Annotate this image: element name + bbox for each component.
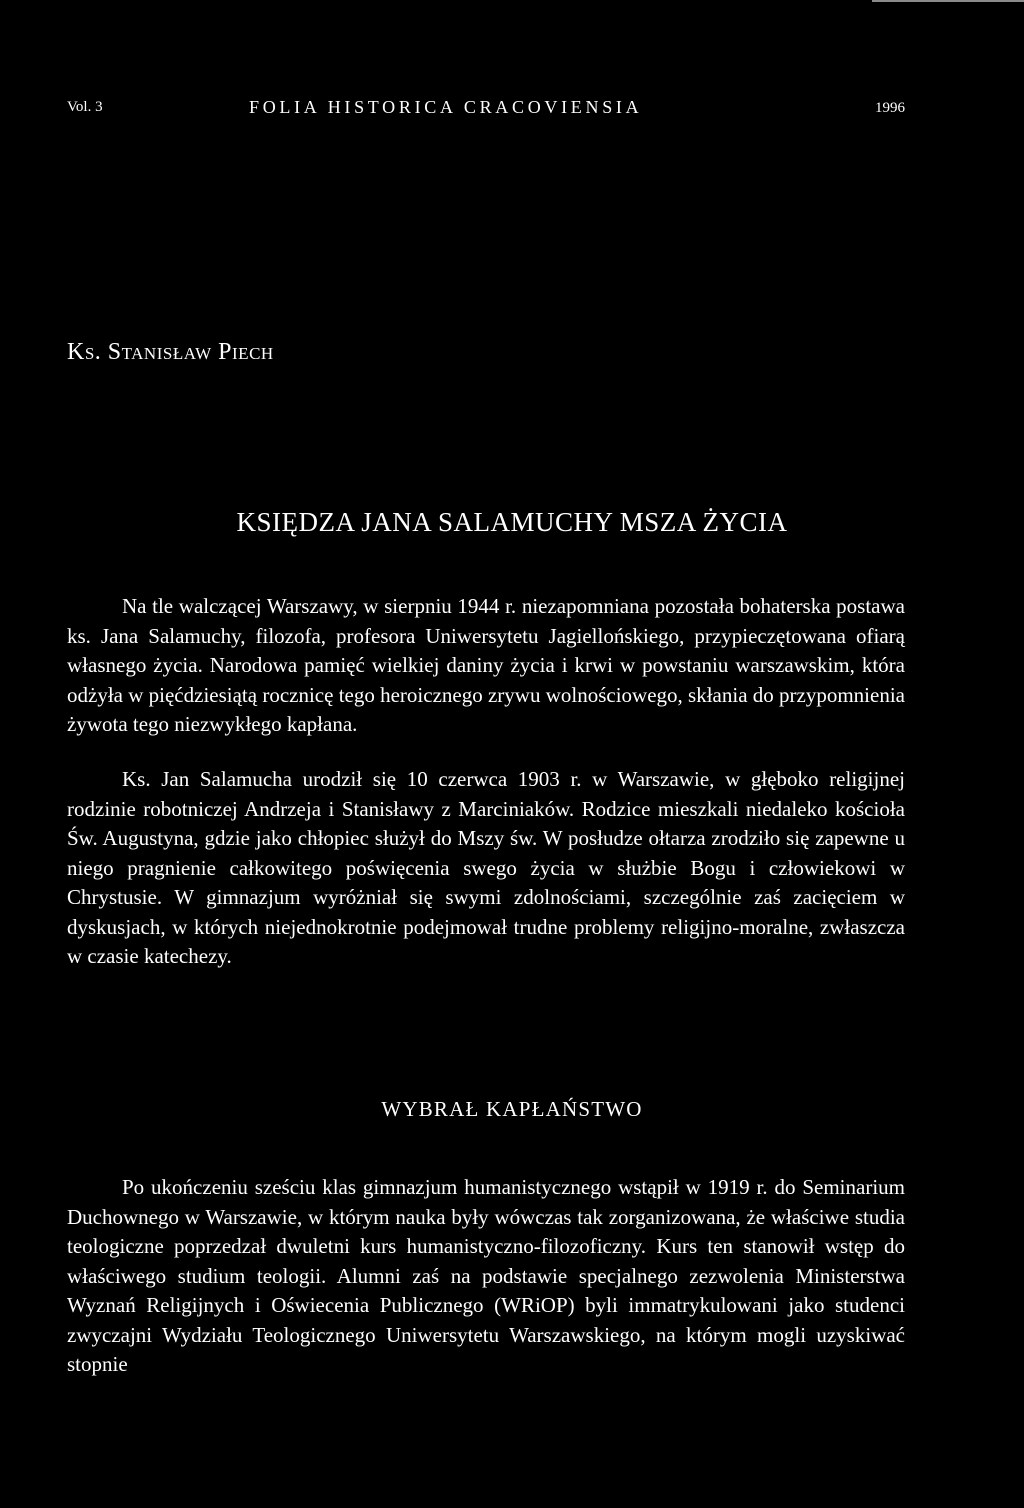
- body-paragraph-3: Po ukończeniu sześciu klas gimnazjum humanistycznego wstąpił w 1919 r. do Seminarium Duchownego w Warszawie, w którym nauka były wówczas tak zorganizowana, że właściwe studia teologiczne poprzedzał dwuletni kurs humanistyczno-filozoficzny. Kurs ten stanowił wstęp do właściwego studium teologii. Alumni zaś na podstawie specjalnego zezwolenia Ministerstwa Wyznań Religijnych i Oświecenia Publicznego (WRiOP) byli immatrykulowani jako studenci zwyczajni Wydziału Teologicznego Uniwersytetu Warszawskiego, na którym mogli uzyskiwać stopnie: [67, 1175, 905, 1376]
- article-author: Ks. Stanisław Piech: [67, 339, 274, 365]
- section-heading: WYBRAŁ KAPŁAŃSTWO: [381, 1097, 643, 1121]
- volume-number: Vol. 3: [67, 99, 103, 115]
- top-edge-rule: [872, 0, 1024, 2]
- article-title: KSIĘDZA JANA SALAMUCHY MSZA ŻYCIA: [236, 507, 788, 537]
- journal-title: FOLIA HISTORICA CRACOVIENSIA: [249, 97, 643, 117]
- body-paragraph-1: Na tle walczącej Warszawy, w sierpniu 1944 r. niezapomniana pozostała bohaterska postawa ks. Jana Salamuchy, filozofa, profesora Uniwersytetu Jagiellońskiego, przypieczętowana ofiarą własnego życia. Narodowa pamięć wielkiej daniny życia i krwi w powstaniu warszawskim, która odżyła w pięćdziesiątą rocznicę tego heroicznego zrywu wolnościowego, skłania do przypomnienia żywota tego niezwykłego kapłana.: [67, 594, 905, 736]
- body-paragraph-2: Ks. Jan Salamucha urodził się 10 czerwca 1903 r. w Warszawie, w głęboko religijnej rodzinie robotniczej Andrzeja i Stanisławy z Marciniaków. Rodzice mieszkali niedaleko kościoła Św. Augustyna, gdzie jako chłopiec służył do Mszy św. W posłudze ołtarza zrodziło się zapewne u niego pragnienie całkowitego poświęcenia swego życia w służbie Bogu i człowiekowi w Chrystusie. W gimnazjum wyróżniał się swymi zdolnościami, szczególnie zaś zacięciem w dyskusjach, w których niejednokrotnie podejmował trudne problemy religijno-moralne, zwłaszcza w czasie katechezy.: [67, 767, 905, 968]
- publication-year: 1996: [875, 100, 905, 116]
